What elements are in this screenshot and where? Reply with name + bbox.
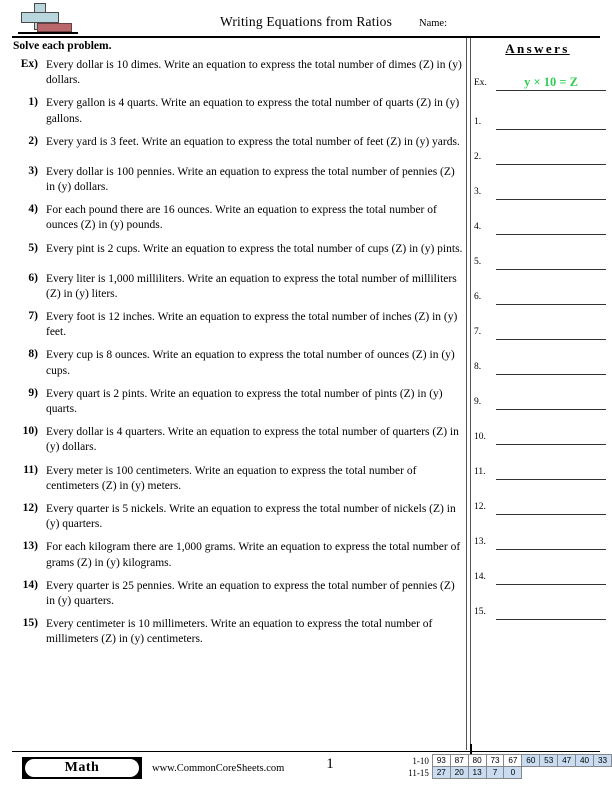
score-cell: 7: [486, 767, 504, 779]
problem-item: [12, 203, 464, 233]
answer-blank-line[interactable]: [496, 533, 606, 550]
answer-number-label: 1.: [474, 117, 482, 127]
answer-blank-line[interactable]: [496, 183, 606, 200]
score-cell: [540, 767, 558, 779]
score-cell: 13: [468, 767, 486, 779]
answer-row: [474, 183, 610, 201]
problem-number: 9): [28, 386, 38, 399]
math-subject-badge: [22, 757, 142, 779]
answer-row: [474, 463, 610, 481]
problem-text: Every gallon is 4 quarts. Write an equation to express the total number of quarts (Z) in (y) gallons.: [46, 97, 460, 125]
problem-number: 15): [22, 617, 38, 630]
answer-number-label: 11.: [474, 467, 486, 477]
answer-blank-line[interactable]: [496, 148, 606, 165]
problem-number: 7): [28, 310, 38, 323]
score-cell: 47: [558, 755, 576, 767]
problem-text: For each pound there are 16 ounces. Write an equation to express the total number of ounces (Z) in (y) pounds.: [46, 204, 437, 232]
math-badge-label: Math: [25, 759, 139, 777]
score-cell: 53: [540, 755, 558, 767]
problem-item: [12, 425, 464, 455]
answer-row: [474, 428, 610, 446]
problem-number: 3): [28, 164, 38, 177]
problem-text: Every cup is 8 ounces. Write an equation to express the total number of ounces (Z) in (y) cups.: [46, 349, 455, 377]
answer-number-label: 6.: [474, 292, 482, 302]
problem-item: [12, 348, 464, 378]
answer-row: [474, 323, 610, 341]
problem-item: [12, 617, 464, 647]
problem-number: 8): [28, 348, 38, 361]
answer-number-label: 14.: [474, 572, 486, 582]
score-cell: 93: [432, 755, 450, 767]
answer-number-label: Ex.: [474, 78, 487, 88]
problem-number: 4): [28, 203, 38, 216]
problem-number: 6): [28, 271, 38, 284]
problem-text: Every pint is 2 cups. Write an equation to express the total number of cups (Z) in (y) pints.: [46, 242, 463, 255]
score-cell: [576, 767, 594, 779]
answer-row: [474, 218, 610, 236]
problem-text: Every meter is 100 centimeters. Write an equation to express the total number of centimeters (Z) in (y) meters.: [46, 464, 417, 492]
score-cell: [558, 767, 576, 779]
worksheet-title: Writing Equations from Ratios: [219, 14, 393, 29]
answer-blank-line[interactable]: [496, 603, 606, 620]
answer-number-label: 7.: [474, 327, 482, 337]
column-divider: [466, 38, 471, 750]
score-cell: 0: [504, 767, 522, 779]
answer-number-label: 15.: [474, 607, 486, 617]
score-cell: 67: [504, 755, 522, 767]
answer-blank-line[interactable]: [496, 428, 606, 445]
score-cell: 40: [576, 755, 594, 767]
problem-item: [12, 135, 464, 157]
problem-number: 1): [28, 96, 38, 109]
problems-list: [12, 58, 464, 656]
answer-row: [474, 288, 610, 306]
answer-blank-line[interactable]: [496, 218, 606, 235]
answer-blank-line[interactable]: [496, 288, 606, 305]
problem-number: 11): [23, 463, 38, 476]
answer-row: [474, 148, 610, 166]
problem-text: Every quart is 2 pints. Write an equation to express the total number of pints (Z) in (y) quarts.: [46, 387, 443, 416]
score-table-row: [403, 767, 612, 779]
answer-number-label: 9.: [474, 397, 482, 407]
score-cell: [594, 767, 612, 779]
answer-blank-line[interactable]: [496, 323, 606, 340]
grading-scale-table: [403, 754, 612, 779]
problem-text: Every centimeter is 10 millimeters. Write an equation to express the total number of millimeters (Z) in (y) centimeters.: [46, 618, 433, 646]
problem-text: Every quarter is 25 pennies. Write an equation to express the total number of pennies (Z) in (y) quarters.: [46, 579, 455, 608]
score-table-tick: [470, 744, 472, 754]
score-table-row: [403, 755, 612, 767]
answer-blank-line[interactable]: [496, 568, 606, 585]
answer-blank-line[interactable]: [496, 358, 606, 375]
answer-row: [474, 568, 610, 586]
answer-row: [474, 74, 610, 92]
problem-text: Every dollar is 10 dimes. Write an equation to express the total number of dimes (Z) in (y) dollars.: [46, 59, 462, 87]
problem-number: 14): [22, 578, 38, 591]
problem-item: [12, 242, 464, 264]
problem-item: [12, 579, 464, 609]
page-number: 1: [326, 756, 334, 772]
problem-item: [12, 310, 464, 340]
answer-row: [474, 253, 610, 271]
answer-blank-line[interactable]: [496, 253, 606, 270]
answer-row: [474, 113, 610, 131]
score-cell: 60: [522, 755, 540, 767]
problem-item: [12, 387, 464, 417]
answer-row: [474, 393, 610, 411]
problem-item: [12, 540, 464, 570]
answer-number-label: 10.: [474, 432, 486, 442]
name-field-label: Name:: [419, 18, 447, 29]
answer-number-label: 12.: [474, 502, 486, 512]
score-range-label: 11-15: [408, 767, 429, 778]
score-cell: 87: [450, 755, 468, 767]
score-cell: [522, 767, 540, 779]
answers-heading: Answers: [505, 41, 570, 56]
answer-value: y × 10 = Z: [524, 75, 578, 89]
problem-item: [12, 165, 464, 195]
score-cell: 27: [432, 767, 450, 779]
problem-text: Every dollar is 4 quarters. Write an equation to express the total number of quarters (Z) in (y) dollars.: [46, 426, 459, 454]
problem-text: For each kilogram there are 1,000 grams. Write an equation to express the total number of grams (Z) in (y) kilograms.: [46, 541, 461, 569]
problem-text: Every foot is 12 inches. Write an equation to express the total number of inches (Z) in (y) feet.: [46, 311, 458, 339]
problem-text: Every liter is 1,000 milliliters. Write an equation to express the total number of milliliters (Z) in (y) liters.: [46, 272, 457, 300]
answer-row: [474, 603, 610, 621]
problem-item: [12, 272, 464, 302]
answer-blank-line[interactable]: [496, 463, 606, 480]
problem-number: 12): [22, 502, 38, 515]
problem-number: Ex): [20, 58, 38, 70]
problem-item: [12, 58, 464, 88]
answer-number-label: 2.: [474, 152, 482, 162]
answer-blank-line[interactable]: [496, 393, 606, 410]
problem-item: [12, 96, 464, 126]
answer-number-label: 5.: [474, 257, 482, 267]
score-cell: 80: [468, 755, 486, 767]
site-url: www.CommonCoreSheets.com: [152, 763, 285, 774]
problem-number: 5): [28, 241, 38, 254]
answer-number-label: 3.: [474, 187, 482, 197]
score-range-label: 1-10: [412, 755, 429, 766]
problem-number: 10): [22, 425, 38, 438]
instruction-text: Solve each problem.: [13, 40, 112, 52]
problem-text: Every yard is 3 feet. Write an equation to express the total number of feet (Z) in (y) yards.: [46, 135, 460, 148]
problem-text: Every quarter is 5 nickels. Write an equation to express the total number of nickels (Z) in (y) quarters.: [46, 503, 456, 531]
footer-divider: [12, 751, 600, 752]
answer-blank-line[interactable]: [496, 498, 606, 515]
problem-item: [12, 464, 464, 494]
answer-number-label: 8.: [474, 362, 482, 372]
score-cell: 20: [450, 767, 468, 779]
header-divider: [12, 36, 600, 38]
answer-row: [474, 533, 610, 551]
logo-baseline: [18, 32, 78, 34]
problem-text: Every dollar is 100 pennies. Write an equation to express the total number of pennies (Z) in (y) dollars.: [46, 165, 455, 194]
answer-number-label: 13.: [474, 537, 486, 547]
problem-item: [12, 502, 464, 532]
answer-number-label: 4.: [474, 222, 482, 232]
problem-number: 13): [22, 540, 38, 553]
answer-blank-line[interactable]: [496, 113, 606, 130]
problem-number: 2): [28, 134, 38, 147]
page-header: [0, 0, 612, 38]
score-cell: 33: [594, 755, 612, 767]
score-cell: 73: [486, 755, 504, 767]
answer-row: [474, 498, 610, 516]
answer-row: [474, 358, 610, 376]
